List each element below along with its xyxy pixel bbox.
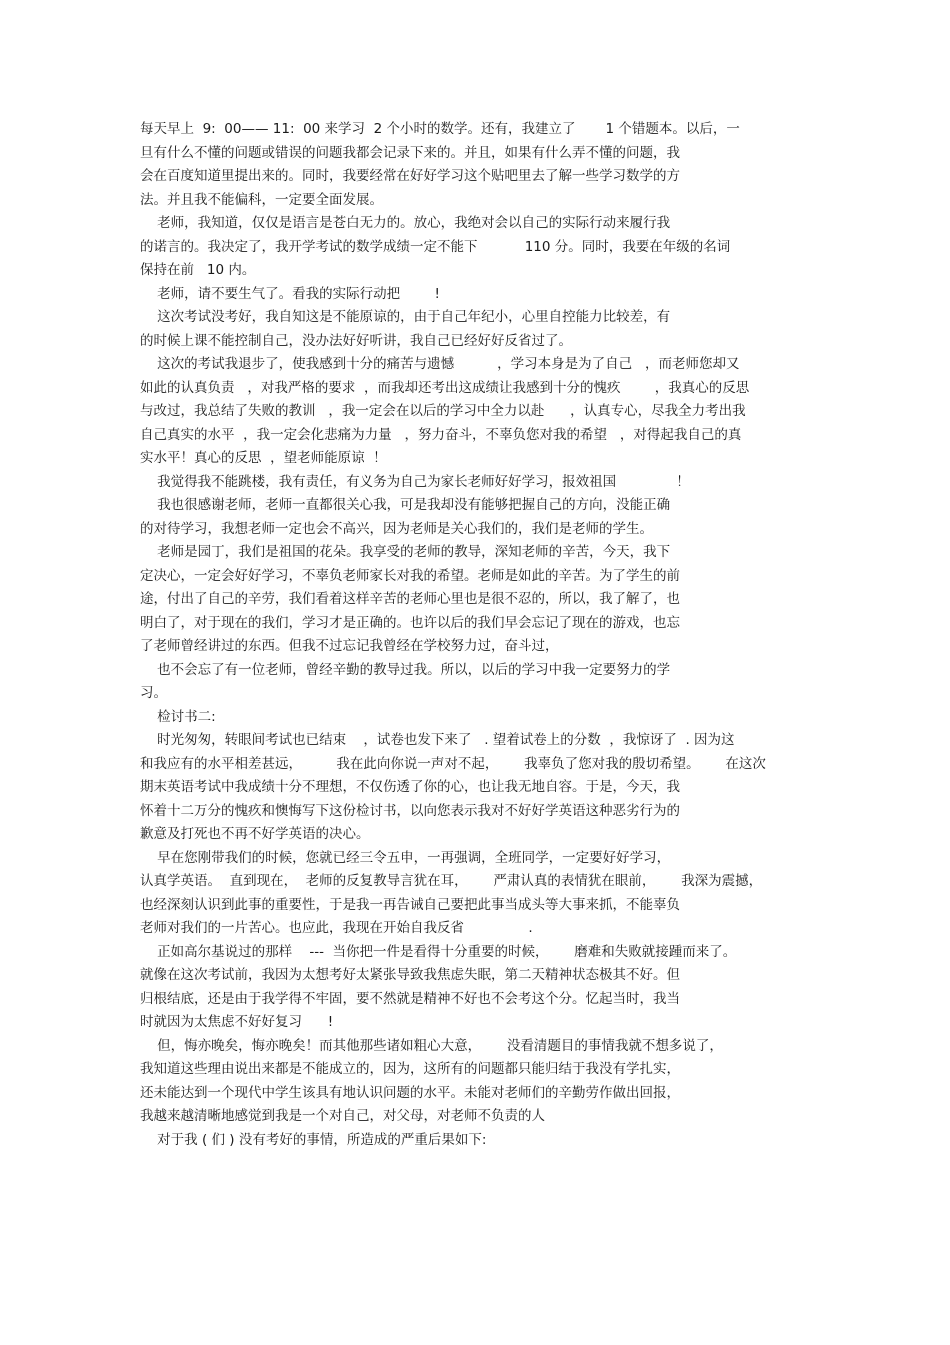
text-line: 每天早上 9: 00—— 11: 00 来学习 2 个小时的数学。还有，我建立了 1 个错题本。以后，一 — [140, 121, 740, 137]
text-line: 老师，我知道，仅仅是语言是苍白无力的。放心，我绝对会以自己的实际行动来履行我 — [140, 215, 671, 231]
text-line: 老师是园丁，我们是祖国的花朵。我享受的老师的教导，深知老师的辛苦，今天，我下 — [140, 544, 671, 560]
text-line: 旦有什么不懂的问题或错误的问题我都会记录下来的。并且，如果有什么弄不懂的问题，我 — [140, 144, 680, 161]
text-line: 对于我 ( 们 ) 没有考好的事情，所造成的严重后果如下: — [140, 1131, 487, 1148]
text-line: 途，付出了自己的辛劳，我们看着这样辛苦的老师心里也是很不忍的，所以，我了解了，也 — [140, 591, 680, 607]
text-line: 和我应有的水平相差甚远， 我在此向你说一声对不起， 我辜负了您对我的殷切希望。 在这次 — [140, 755, 766, 772]
text-line: 也经深刻认识到此事的重要性，于是我一再告诫自己要把此事当成头等大事来抓，不能辜负 — [140, 896, 680, 913]
text-line: 保持在前 10 内。 — [140, 262, 256, 278]
text-line: 早在您刚带我们的时候，您就已经三令五申，一再强调，全班同学，一定要好好学习， — [140, 849, 671, 866]
text-line: 还未能达到一个现代中学生该具有地认识问题的水平。未能对老师们的辛勤劳作做出回报， — [140, 1084, 680, 1101]
text-line: 实水平！真心的反思 ，望老师能原谅 ！ — [140, 450, 387, 466]
text-line: 但，悔亦晚矣，悔亦晚矣！而其他那些诸如粗心大意， 没看清题目的事情我就不想多说了， — [140, 1037, 723, 1054]
text-line: 检讨书二: — [140, 708, 216, 725]
text-line: 时就因为太焦虑不好好复习 ! — [140, 1014, 334, 1030]
text-line: 明白了，对于现在的我们，学习才是正确的。也许以后的我们早会忘记了现在的游戏，也忘 — [140, 614, 680, 631]
text-line: 如此的认真负责 ，对我严格的要求 ，而我却还考出这成绩让我感到十分的愧疚 ，我真心的反思 — [140, 379, 750, 396]
text-line: 歉意及打死也不再不好学英语的决心。 — [140, 826, 370, 842]
text-line: 老师对我们的一片苦心。也应此，我现在开始自我反省 . — [140, 920, 533, 936]
text-line: 习。 — [140, 685, 167, 701]
text-line: 我也很感谢老师，老师一直都很关心我，可是我却没有能够把握自己的方向，没能正确 — [140, 497, 671, 513]
text-line: 正如高尔基说过的那样 --- 当你把一件是看得十分重要的时候， 磨难和失败就接踵而来了。 — [140, 943, 737, 960]
text-line: 就像在这次考试前，我因为太想考好太紧张导致我焦虑失眠，第二天精神状态极其不好。但 — [140, 967, 680, 983]
text-line: 的时候上课不能控制自己，没办法好好听讲，我自己已经好好反省过了。 — [140, 332, 572, 349]
text-line: 我觉得我不能跳楼，我有责任，有义务为自己为家长老师好好学习，报效祖国 ！ — [140, 473, 690, 490]
text-line: 归根结底，还是由于我学得不牢固，要不然就是精神不好也不会考这个分。忆起当时，我当 — [140, 990, 680, 1007]
text-line: 时光匆匆，转眼间考试也已结束 ，试卷也发下来了 . 望着试卷上的分数 ，我惊讶了 . 因为这 — [140, 732, 735, 748]
text-line: 期末英语考试中我成绩十分不理想，不仅伤透了你的心，也让我无地自容。于是，今天，我 — [140, 779, 680, 795]
text-line: 定决心，一定会好好学习，不辜负老师家长对我的希望。老师是如此的辛苦。为了学生的前 — [140, 567, 680, 584]
text-line: 也不会忘了有一位老师，曾经辛勤的教导过我。所以，以后的学习中我一定要努力的学 — [140, 661, 671, 678]
text-line: 会在百度知道里提出来的。同时，我要经常在好好学习这个贴吧里去了解一些学习数学的方 — [140, 168, 680, 184]
text-line: 的对待学习，我想老师一定也会不高兴，因为老师是关心我们的，我们是老师的学生。 — [140, 520, 653, 537]
text-line: 了老师曾经讲过的东西。但我不过忘记我曾经在学校努力过，奋斗过， — [140, 638, 559, 654]
text-line: 这次的考试我退步了，使我感到十分的痛苦与遗憾 ，学习本身是为了自己 ，而老师您却又 — [140, 356, 740, 372]
text-line: 自己真实的水平 ，我一定会化悲痛为力量 ，努力奋斗，不辜负您对我的希望 ，对得起我自己的真 — [140, 426, 742, 443]
text-line: 我知道这些理由说出来都是不能成立的，因为，这所有的问题都只能归结于我没有学扎实， — [140, 1061, 680, 1077]
text-line: 认真学英语。 直到现在， 老师的反复教导言犹在耳， 严肃认真的表情犹在眼前， 我深为震撼， — [140, 873, 763, 889]
text-line: 的诺言的。我决定了，我开学考试的数学成绩一定不能下 110 分。同时，我要在年级的名词 — [140, 238, 731, 255]
text-line: 这次考试没考好，我自知这是不能原谅的，由于自己年纪小，心里自控能力比较差，有 — [140, 309, 671, 325]
text-line: 我越来越清晰地感觉到我是一个对自己，对父母，对老师不负责的人 — [140, 1108, 545, 1124]
document-body — [140, 118, 805, 1152]
text-line: 怀着十二万分的愧疚和懊悔写下这份检讨书，以向您表示我对不好好学英语这种恶劣行为的 — [140, 802, 680, 819]
text-line: 老师，请不要生气了。看我的实际行动把 ! — [140, 285, 440, 302]
text-line: 法。并且我不能偏科，一定要全面发展。 — [140, 191, 383, 208]
text-line: 与改过，我总结了失败的教训 ，我一定会在以后的学习中全力以赴 ，认真专心，尽我全力考出我 — [140, 403, 746, 419]
